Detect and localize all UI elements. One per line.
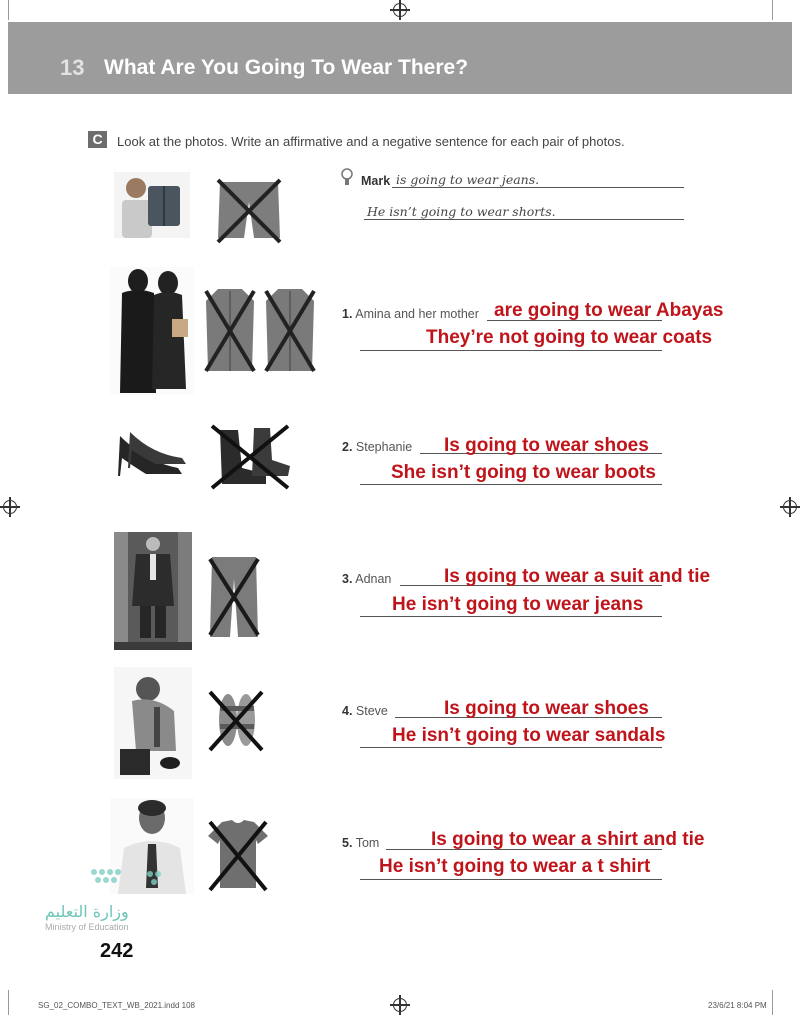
answer-affirmative: Is going to wear shoes (444, 698, 649, 719)
photo-sandals-crossed (208, 690, 264, 752)
ministry-logo-dots-icon (88, 862, 168, 901)
answer-negative: They’re not going to wear coats (426, 327, 713, 348)
ministry-logo-arabic: وزارة التعليم (45, 902, 129, 921)
answer-affirmative: Is going to wear shoes (444, 435, 649, 456)
tip-icon (341, 168, 353, 191)
photo-man-holding-jeans (114, 172, 190, 238)
unit-title: What Are You Going To Wear There? (104, 56, 469, 79)
item-label: 2. Stephanie (342, 440, 413, 454)
photo-shorts-crossed (214, 178, 284, 244)
registration-mark-icon (3, 500, 17, 514)
unit-number: 13 (60, 55, 85, 80)
answer-negative: He isn’t going to wear sandals (392, 725, 666, 746)
registration-mark-icon (783, 500, 797, 514)
example-name: Mark (361, 174, 391, 188)
item-label: 1. Amina and her mother (342, 307, 479, 321)
answer-affirmative: Is going to wear a suit and tie (444, 566, 711, 587)
section-badge: C (88, 131, 107, 148)
footer-filename: SG_02_COMBO_TEXT_WB_2021.indd 108 (38, 1001, 195, 1010)
photo-tshirt-crossed (206, 818, 270, 892)
answer-affirmative: are going to wear Abayas (494, 300, 724, 321)
instruction-text: Look at the photos. Write an affirmative and a negative sentence for each pair of photos. (117, 134, 625, 149)
registration-mark-icon (393, 998, 407, 1012)
answer-line (360, 616, 662, 617)
photo-high-heel-shoes (116, 428, 188, 478)
registration-mark-icon (393, 3, 407, 17)
ministry-logo-english: Ministry of Education (45, 922, 129, 932)
footer-date: 23/6/21 8:04 PM (708, 1001, 767, 1010)
crop-mark (8, 990, 9, 1015)
example-answer-line (392, 187, 684, 188)
answer-line (360, 879, 662, 880)
crop-mark (772, 990, 773, 1015)
item-label: 3. Adnan (342, 572, 392, 586)
item-label: 5. Tom (342, 836, 380, 850)
photo-boots-crossed (208, 424, 292, 490)
answer-negative: He isn’t going to wear jeans (392, 594, 644, 615)
photo-man-tying-shoes (114, 667, 192, 779)
example-affirmative: is going to wear jeans. (396, 172, 540, 187)
answer-line (360, 747, 662, 748)
example-negative: He isn’t going to wear shorts. (367, 204, 556, 219)
photo-women-in-abayas (110, 267, 194, 395)
answer-line (360, 484, 662, 485)
answer-affirmative: Is going to wear a shirt and tie (431, 829, 705, 850)
crop-mark (772, 0, 773, 20)
answer-negative: She isn’t going to wear boots (391, 462, 656, 483)
photo-jeans-crossed (206, 555, 262, 639)
item-label: 4. Steve (342, 704, 388, 718)
photo-coat-crossed (204, 287, 256, 373)
example-answer-line (364, 219, 684, 220)
answer-negative: He isn’t going to wear a t shirt (379, 856, 651, 877)
photo-suit-on-mannequin (114, 532, 192, 650)
answer-line (360, 350, 662, 351)
page-number: 242 (100, 940, 134, 962)
crop-mark (8, 0, 9, 20)
photo-coat-crossed (264, 287, 316, 373)
